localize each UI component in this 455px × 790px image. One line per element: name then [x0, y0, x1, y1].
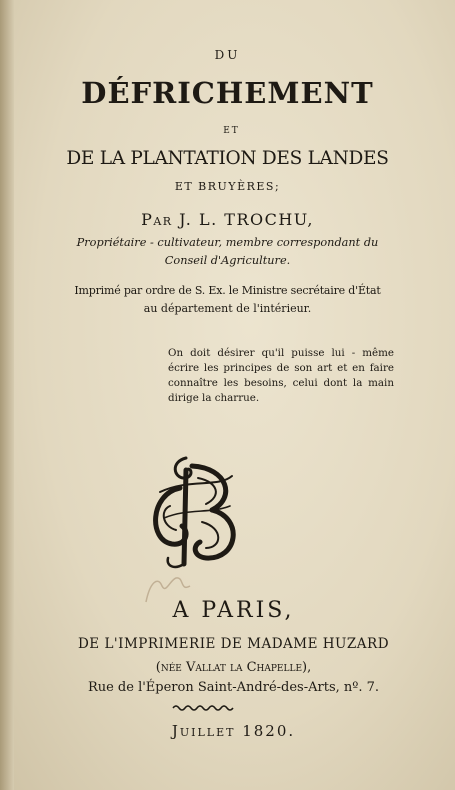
ornamental-rule-icon	[172, 704, 234, 712]
imprint-city: A PARIS,	[172, 598, 295, 623]
printed-note-1: Imprimé par ordre de S. Ex. le Ministre secrétaire d'État	[74, 284, 381, 297]
printer-monogram-icon	[140, 448, 252, 576]
author-description-1: Propriétaire - cultivateur, membre correspondant du	[76, 236, 379, 249]
author-line: Par J. L. TROCHU,	[141, 210, 314, 229]
imprint-printer-note: (née Vallat la Chapelle),	[155, 660, 312, 675]
title-et: ET	[223, 126, 240, 136]
title-line-2: DE LA PLANTATION DES LANDES	[66, 148, 389, 169]
title-du: DU	[214, 48, 241, 62]
title-main: DÉFRICHEMENT	[81, 76, 374, 110]
imprint-date: Juillet 1820.	[171, 722, 296, 740]
author-description-2: Conseil d'Agriculture.	[164, 254, 291, 267]
imprint-address: Rue de l'Éperon Saint-André-des-Arts, nº. 7.	[87, 680, 380, 695]
imprint-printer: DE L'IMPRIMERIE DE MADAME HUZARD	[77, 636, 390, 652]
epigraph: On doit désirer qu'il puisse lui - même écrire les principes de son art et en faire connaître les besoins, celui dont la main dirige la charrue.	[168, 347, 394, 404]
title-line-3: ET BRUYÈRES;	[174, 180, 281, 193]
printed-note-2: au département de l'intérieur.	[143, 302, 312, 315]
